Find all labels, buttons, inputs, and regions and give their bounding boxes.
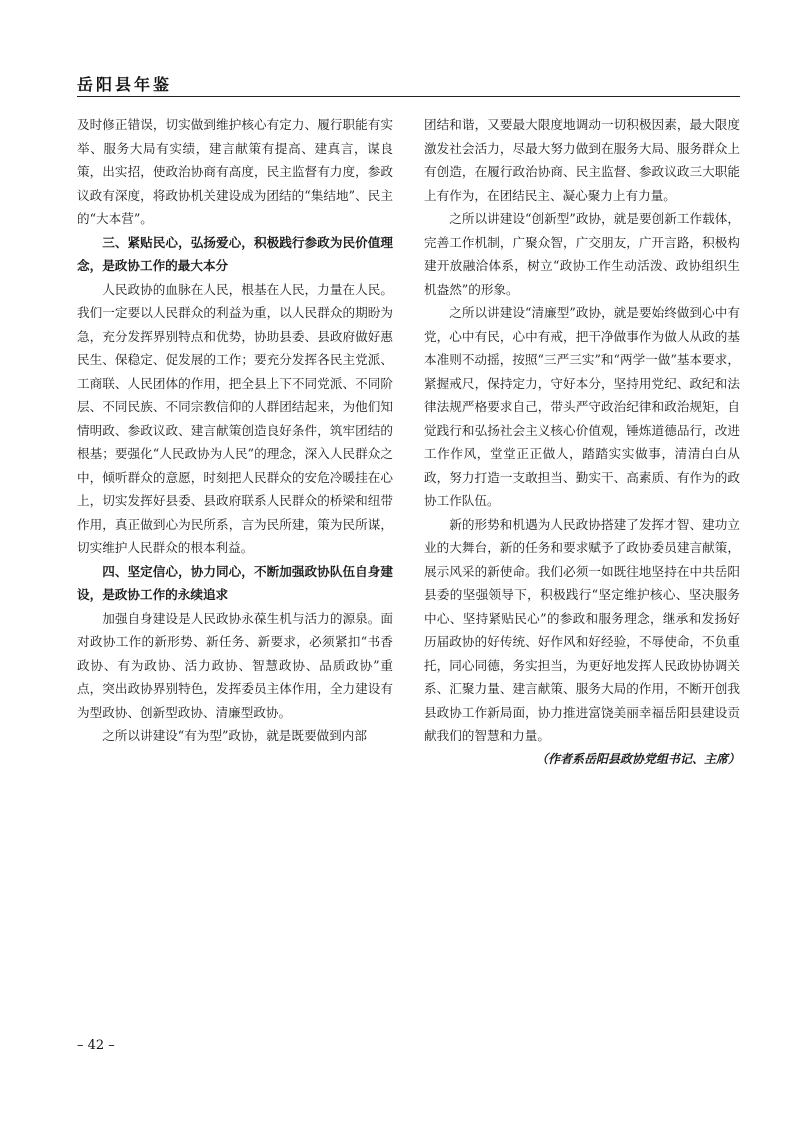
section-heading: 三、紧贴民心，弘扬爱心，积极践行参政为民价值理念，是政协工作的最大本分	[77, 234, 393, 273]
paragraph: 之所以讲建设“创新型”政协，就是要创新工作载体，完善工作机制，广聚众智，广交朋友，广开言路，积极构建开放融洽体系，树立“政协工作生动活泼、政协组织生机盎然”的形象。	[424, 211, 740, 297]
header-rule	[77, 96, 740, 97]
paragraph: 新的形势和机遇为人民政协搭建了发挥才智、建功立业的大舞台，新的任务和要求赋予了政协委员建言献策，展示风采的新使命。我们必须一如既往地坚持在中共岳阳县委的坚强领导下，积极践行“坚定维护核心、坚决服务中心、坚持紧贴民心”的参政和服务理念，继承和发扬好历届政协的好传统、好作风和好经验，不辱使命，不负重托，同心同德，务实担当，为更好地发挥人民政协协调关系、汇聚力量、建言献策、服务大局的作用，不断开创我县政协工作新局面，协力推进富饶美丽幸福岳阳县建设贡献我们的智慧和力量。	[424, 516, 740, 743]
paragraph: 之所以讲建设“有为型”政协，就是既要做到内部	[102, 728, 367, 743]
paragraph: 人民政协的血脉在人民，根基在人民，力量在人民。我们一定要以人民群众的利益为重，以人民群众的期盼为急，充分发挥界别特点和优势，协助县委、县政府做好惠民生、保稳定、促发展的工作；要充分发挥各民主党派、工商联、人民团体的作用，把全县上下不同党派、不同阶层、不同民族、不同宗教信仰的人群团结起来，为他们知情明政、参政议政、建言献策创造良好条件，筑牢团结的根基；要强化“人民政协为人民”的理念，深入人民群众之中，倾听群众的意愿，时刻把人民群众的安危冷暖挂在心上，切实发挥好县委、县政府联系人民群众的桥梁和纽带作用，真正做到心为民所系，言为民所建，策为民所谋，切实维护人民群众的根本利益。	[77, 281, 393, 555]
running-header: 岳阳县年鉴	[77, 75, 173, 94]
paragraph: 加强自身建设是人民政协永葆生机与活力的源泉。面对政协工作的新形势、新任务、新要求，必须紧扣“书香政协、有为政协、活力政协、智慧政协、品质政协”重点，突出政协界别特色，发挥委员主体作用，全力建设有为型政协、创新型政协、清廉型政协。	[77, 610, 393, 720]
page-number: – 42 –	[77, 1038, 115, 1053]
paragraph: 之所以讲建设“清廉型”政协，就是要始终做到心中有党，心中有民，心中有戒，把干净做事作为做人从政的基本准则不动摇，按照“三严三实”和“两学一做”基本要求，紧握戒尺，保持定力，守好本分，坚持用党纪、政纪和法律法规严格要求自己，带头严守政治纪律和政治规矩，自觉践行和弘扬社会主义核心价值观，锤炼道德品行，改进工作作风，堂堂正正做人，踏踏实实做事，清清白白从政，努力打造一支敢担当、勤实干、高素质、有作为的政协工作队伍。	[424, 305, 740, 508]
paragraph: 团结和谐，又要最大限度地调动一切积极因素，最大限度激发社会活力，尽最大努力做到在服务大局、服务群众上有创造，在履行政治协商、民主监督、参政议政三大职能上有作为，在团结民主、凝心聚力上有力量。	[424, 117, 740, 203]
author-byline: （作者系岳阳县政协党组书记、主席）	[535, 751, 740, 766]
right-column	[424, 113, 740, 771]
section-heading: 四、坚定信心，协力同心，不断加强政协队伍自身建设，是政协工作的永续追求	[77, 563, 393, 602]
paragraph: 及时修正错误，切实做到维护核心有定力、履行职能有实举、服务大局有实绩，建言献策有提高、建真言，谋良策，出实招，使政治协商有高度，民主监督有力度，参政议政有深度，将政协机关建设成为团结的“集结地”、民主的“大本营”。	[77, 117, 393, 226]
left-column	[77, 113, 393, 748]
